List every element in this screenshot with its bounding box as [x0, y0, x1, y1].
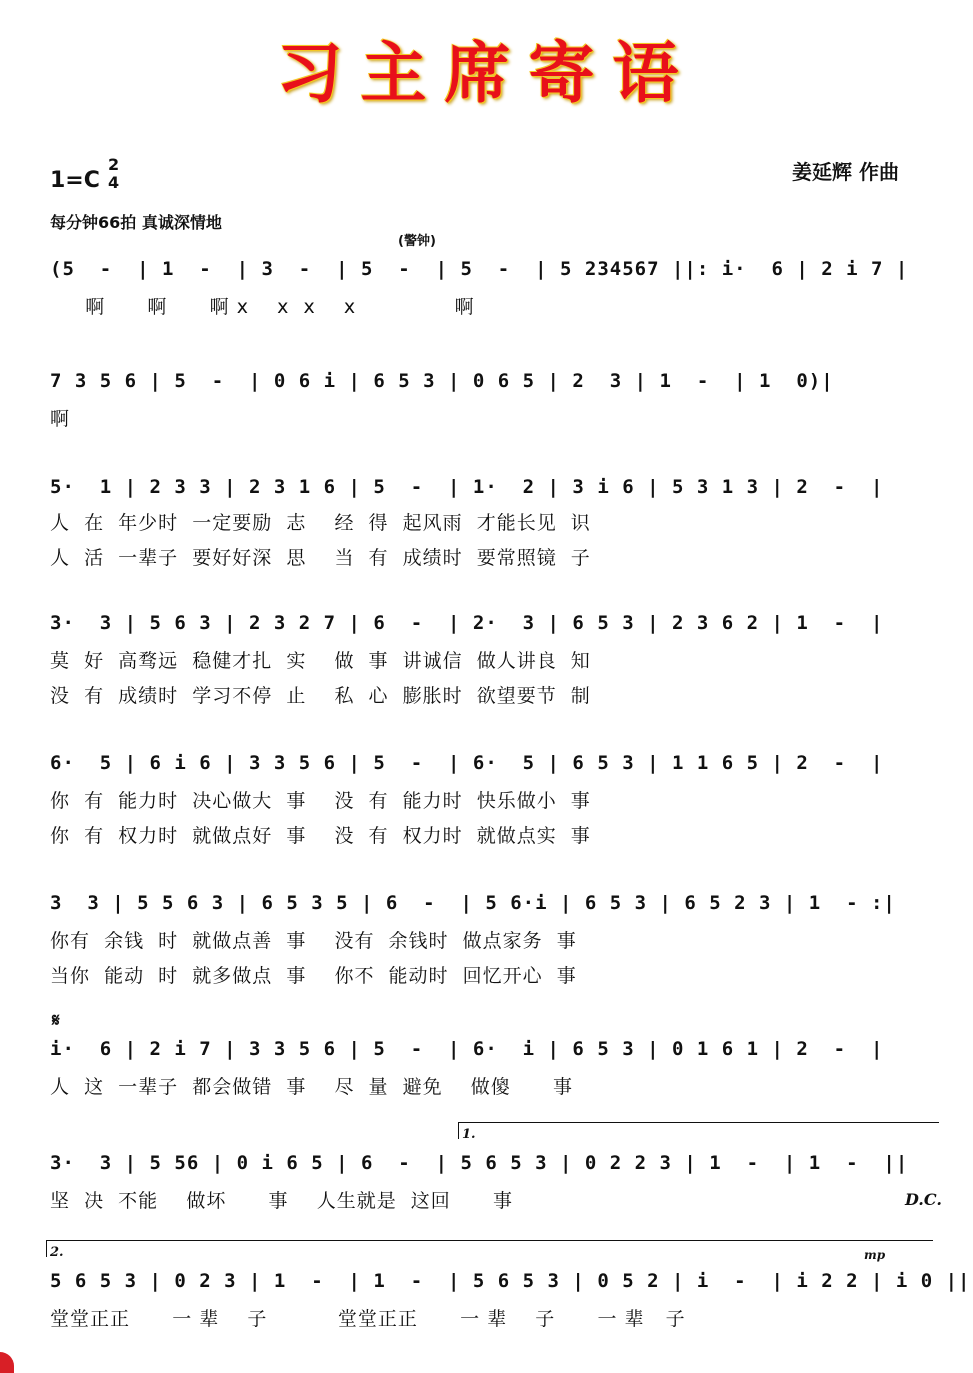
- lyric-line: 堂堂正正 一 辈 子 堂堂正正 一 辈 子 一 辈 子: [50, 1308, 686, 1330]
- score-system-7: [50, 1038, 945, 1099]
- page-corner-decoration: [0, 1352, 14, 1373]
- lyric-line: 没 有 成绩时 学习不停 止 私 心 膨胀时 欲望要节 制: [50, 685, 591, 707]
- score-system-5: [50, 752, 945, 848]
- volta-2-label: 2.: [50, 1245, 64, 1260]
- score-system-8: [50, 1152, 945, 1213]
- da-capo-mark: D.C.: [905, 1190, 942, 1209]
- notation-line: i· 6 | 2 i 7 | 3 3 5 6 | 5 - | 6· i | 6 5 3 | 0 1 6 1 | 2 - |: [50, 1038, 884, 1060]
- lyric-line: 人 这 一辈子 都会做错 事 尽 量 避免 做傻 事: [50, 1076, 574, 1098]
- lyric-line: 啊: [50, 408, 71, 430]
- notation-line: 3 3 | 5 5 6 3 | 6 5 3 5 | 6 - | 5 6·i | 6 5 3 | 6 5 2 3 | 1 - :|: [50, 892, 896, 914]
- lyric-line: 莫 好 高骛远 稳健才扎 实 做 事 讲诚信 做人讲良 知: [50, 650, 591, 672]
- lyric-line: 你 有 权力时 就做点好 事 没 有 权力时 就做点实 事: [50, 825, 591, 847]
- notation-line: (5 - | 1 - | 3 - | 5 - | 5 - | 5 234567 ||: i· 6 | 2 i 7 |: [50, 258, 909, 280]
- time-signature-top: 2: [108, 155, 120, 174]
- volta-1-label: 1.: [462, 1127, 476, 1142]
- notation-line: 3· 3 | 5 56 | 0 i 6 5 | 6 - | 5 6 5 3 | 0 2 2 3 | 1 - | 1 - ||: [50, 1152, 909, 1174]
- lyric-line: 你 有 能力时 决心做大 事 没 有 能力时 快乐做小 事: [50, 790, 591, 812]
- score-system-3: [50, 476, 945, 570]
- lyric-line: 当你 能动 时 就多做点 事 你不 能动时 回忆开心 事: [50, 965, 577, 987]
- score-system-6: [50, 892, 945, 988]
- notation-line: 5· 1 | 2 3 3 | 2 3 1 6 | 5 - | 1· 2 | 3 i 6 | 5 3 1 3 | 2 - |: [50, 476, 884, 498]
- score-system-1: [50, 258, 945, 319]
- segno-sign: 𝄋: [52, 1010, 60, 1031]
- time-signature-bottom: 4: [108, 173, 120, 192]
- score-system-4: [50, 612, 945, 708]
- composer-credit: 姜延辉 作曲: [792, 160, 899, 184]
- score-system-9: [50, 1270, 971, 1331]
- song-title: 习主席寄语: [276, 35, 697, 112]
- lyric-line: 人 在 年少时 一定要励 志 经 得 起风雨 才能长见 识: [50, 512, 591, 534]
- notation-line: 6· 5 | 6 i 6 | 3 3 5 6 | 5 - | 6· 5 | 6 5 3 | 1 1 6 5 | 2 - |: [50, 752, 884, 774]
- tempo-marking: 每分钟66拍 真诚深情地: [50, 213, 222, 232]
- dynamic-mp: mp: [864, 1248, 886, 1262]
- key-signature: 1=C: [50, 168, 100, 193]
- notation-line: 3· 3 | 5 6 3 | 2 3 2 7 | 6 - | 2· 3 | 6 5 3 | 2 3 6 2 | 1 - |: [50, 612, 884, 634]
- score-system-2: [50, 370, 945, 431]
- time-signature: [108, 156, 119, 192]
- volta-bracket-2: [46, 1240, 933, 1260]
- lyric-line: 人 活 一辈子 要好好深 思 当 有 成绩时 要常照镜 子: [50, 547, 591, 569]
- notation-line: 7 3 5 6 | 5 - | 0 6 i | 6 5 3 | 0 6 5 | 2 3 | 1 - | 1 0)|: [50, 370, 834, 392]
- bell-annotation: (警钟): [398, 234, 436, 249]
- volta-bracket-1: [458, 1122, 939, 1142]
- lyric-line: 坚 决 不能 做坏 事 人生就是 这回 事: [50, 1190, 514, 1212]
- notation-line: 5 6 5 3 | 0 2 3 | 1 - | 1 - | 5 6 5 3 | 0 5 2 | i - | i 2 2 | i 0 ||: [50, 1270, 971, 1292]
- lyric-line: 你有 余钱 时 就做点善 事 没有 余钱时 做点家务 事: [50, 930, 577, 952]
- lyric-line: 啊 啊 啊 x x x x 啊: [50, 296, 475, 318]
